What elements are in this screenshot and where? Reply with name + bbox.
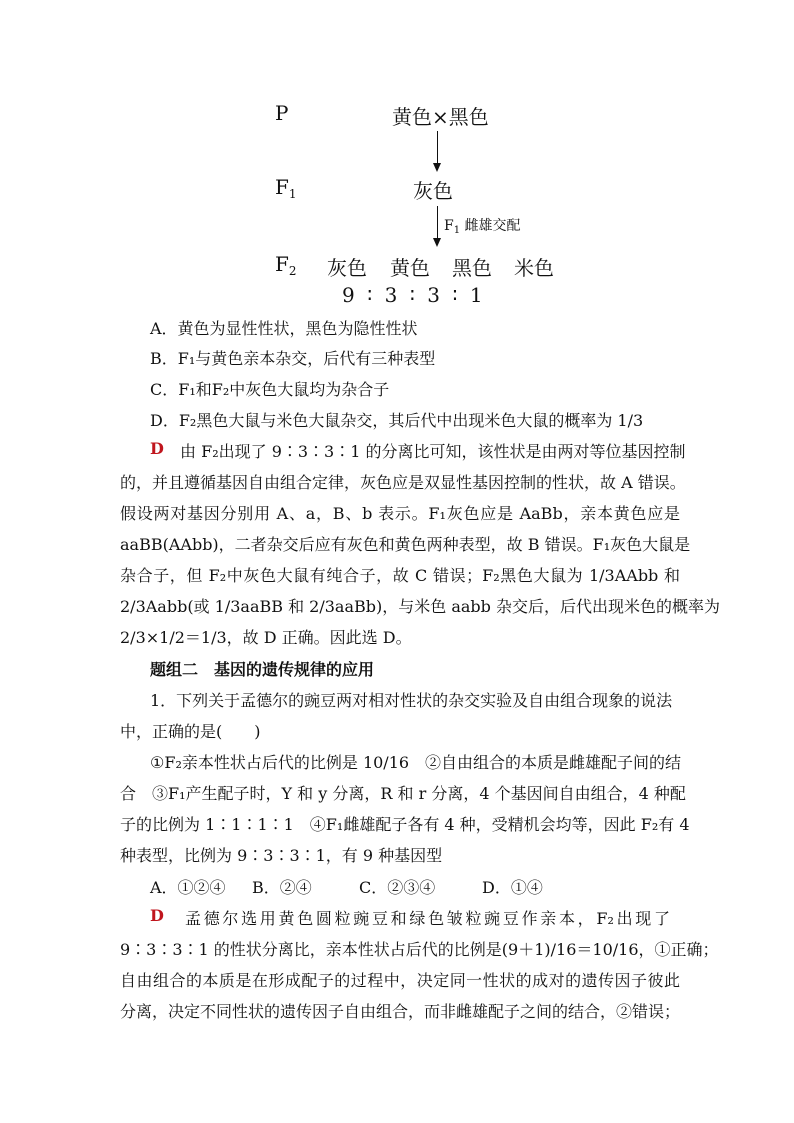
arrow-down-icon (437, 206, 438, 239)
parental-cross: 黄色×黑色 (392, 105, 489, 129)
f1-phenotype: 灰色 (413, 179, 453, 203)
arrow-head-icon (433, 238, 441, 247)
option-d: D．F₂黑色大鼠与米色大鼠杂交，其后代中出现米色大鼠的概率为 1/3 (150, 411, 644, 430)
f2-phenotype-black: 黑色 (452, 256, 492, 280)
option-b: B．F₁与黄色亲本杂交，后代有三种表型 (150, 349, 436, 368)
explanation-line: 假设两对基因分别用 A、a，B、b 表示。F₁灰色应是 AaBb，亲本黄色应是 (120, 504, 680, 523)
f1-generation-label: $F_1$ (275, 175, 297, 201)
explanation-line: 2/3×1/2＝1/3，故 D 正确。因此选 D。 (120, 628, 412, 647)
f2-phenotype-yellow: 黄色 (390, 256, 430, 280)
question-statement: 合 ③F₁产生配子时，Y 和 y 分离，R 和 r 分离，4 个基因间自由组合，4 种配 (120, 784, 686, 803)
f2-phenotype-cream: 米色 (514, 256, 554, 280)
question-stem: 中，正确的是( ) (120, 722, 261, 741)
question-statement: ①F₂亲本性状占后代的比例是 10/16 ②自由组合的本质是雌雄配子间的结 (150, 753, 682, 772)
explanation-line: 自由组合的本质是在形成配子的过程中，决定同一性状的成对的遗传因子彼此 (120, 971, 680, 990)
f2-generation-label: $F_2$ (275, 252, 297, 278)
explanation-line: 孟德尔选用黄色圆粒豌豆和绿色皱粒豌豆作亲本，F₂出现了 (185, 909, 670, 928)
question-statement: 种表型，比例为 9∶3∶3∶1，有 9 种基因型 (120, 846, 443, 865)
p-generation-label: P (275, 101, 289, 125)
f2-ratio: 9 ∶ 3 ∶ 3 ∶ 1 (342, 283, 483, 307)
choice-b: B．②④ (252, 878, 312, 897)
f2-phenotype-gray: 灰色 (327, 256, 367, 280)
explanation-line: 由 F₂出现了 9∶3∶3∶1 的分离比可知，该性状是由两对等位基因控制 (180, 442, 686, 461)
mating-label: $F_1$ 雌雄交配 (444, 218, 521, 236)
explanation-line: 杂合子，但 F₂中灰色大鼠有纯合子，故 C 错误；F₂黑色大鼠为 1/3AAbb 和 (120, 566, 680, 585)
section-title: 题组二 基因的遗传规律的应用 (150, 660, 375, 679)
choice-a: A．①②④ (150, 878, 226, 897)
explanation-line: 2/3Aabb(或 1/3aaBB 和 2/3aaBb)，与米色 aabb 杂交后，后代出现米色的概率为 (120, 597, 720, 616)
choice-c: C．②③④ (359, 878, 436, 897)
explanation-line: 的，并且遵循基因自由组合定律，灰色应是双显性基因控制的性状，故 A 错误。 (120, 473, 686, 492)
question-stem: 1．下列关于孟德尔的豌豆两对相对性状的杂交实验及自由组合现象的说法 (150, 691, 673, 710)
explanation-line: 9∶3∶3∶1 的性状分离比，亲本性状占后代的比例是(9＋1)/16＝10/16，①正确； (120, 940, 719, 959)
answer-letter: D (150, 439, 164, 458)
question-statement: 子的比例为 1∶1∶1∶1 ④F₁雌雄配子各有 4 种，受精机会均等，因此 F₂有 4 (120, 815, 690, 834)
option-c: C．F₁和F₂中灰色大鼠均为杂合子 (150, 380, 390, 399)
arrow-head-icon (433, 163, 441, 172)
option-a: A．黄色为显性性状，黑色为隐性性状 (150, 319, 418, 338)
choice-d: D．①④ (482, 878, 543, 897)
answer-letter: D (150, 906, 164, 925)
explanation-line: aaBB(AAbb)，二者杂交后应有灰色和黄色两种表型，故 B 错误。F₁灰色大鼠是 (120, 535, 691, 554)
explanation-line: 分离，决定不同性状的遗传因子自由组合，而非雌雄配子之间的结合，②错误； (120, 1002, 681, 1021)
arrow-down-icon (437, 131, 438, 164)
